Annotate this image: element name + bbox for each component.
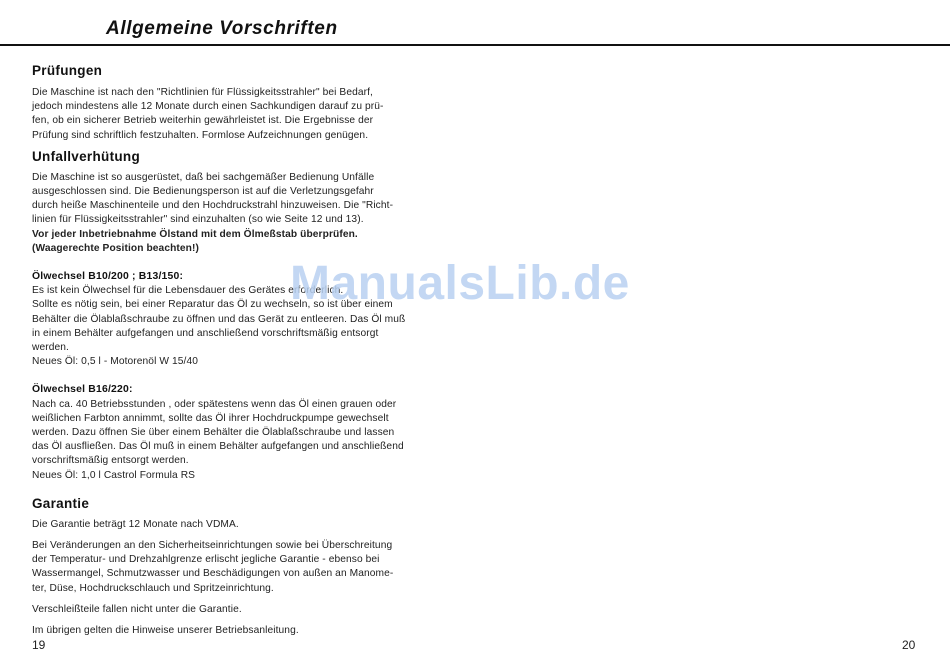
heading-pruefungen: Prüfungen bbox=[32, 63, 103, 78]
header-divider bbox=[0, 44, 950, 46]
heading-oelwechsel-b10-b13: Ölwechsel B10/200 ; B13/150: bbox=[32, 271, 184, 283]
oil-check-warning: Vor jeder Inbetriebnahme Ölstand mit dem Ölmeßstab überprüfen. (Waagerechte Position beachten!) bbox=[32, 228, 358, 254]
text-oelwechsel-b10-b13: Es ist kein Ölwechsel für die Lebensdauer des Gerätes erforderlich. Sollte es nötig sein, bei einer Reparatur das Öl zu wechseln, so ist über einem Behälter die Ölablaßschraube zu öffnen und das Gerät zu entleeren. Das Öl muß in einem Behälter aufgefangen und anschließend vorschriftsmäßig entsorgt werden. Neues Öl: 0,5 l - Motorenöl W 15/40 bbox=[32, 285, 406, 368]
text-oelwechsel-b16: Nach ca. 40 Betriebsstunden , oder spätestens wenn das Öl einen grauen oder weißlichen Farbton annimmt, sollte das Öl ihrer Hochdruckpumpe gewechselt werden. Dazu öffnen Sie über einem Behälter die Ölablaßschraube und lassen das Öl ausfließen. Das Öl muß in einem Behälter aufgefangen und anschließend vorschriftsmäßig entsorgt werden. Neues Öl: 1,0 l Castrol Formula RS bbox=[32, 398, 404, 481]
text-garantie-duration: Die Garantie beträgt 12 Monate nach VDMA. bbox=[32, 518, 239, 530]
text-garantie-notes: Im übrigen gelten die Hinweise unserer Betriebsanleitung. bbox=[32, 625, 299, 637]
heading-unfallverhuetung: Unfallverhütung bbox=[32, 148, 140, 164]
page-title: Allgemeine Vorschriften bbox=[106, 18, 338, 39]
page-number-left: 19 bbox=[32, 638, 46, 652]
heading-oelwechsel-b16: Ölwechsel B16/220: bbox=[32, 384, 133, 396]
page-number-right: 20 bbox=[902, 638, 916, 652]
heading-garantie: Garantie bbox=[32, 495, 90, 511]
page-content bbox=[32, 62, 452, 638]
watermark: ManualsLib.de bbox=[290, 257, 630, 310]
text-pruefungen: Die Maschine ist nach den "Richtlinien für Flüssigkeitsstrahler" bei Bedarf, jedoch mindestens alle 12 Monate durch einen Sachkundigen darauf zu prü- fen, ob ein sicherer Betrieb weiterhin gewährleistet ist. Die Ergebnisse der Prüfung sind schriftlich festzuhalten. Formlose Aufzeichnungen genügen. bbox=[32, 87, 384, 141]
text-unfallverhuetung: Die Maschine ist so ausgerüstet, daß bei sachgemäßer Bedienung Unfälle ausgeschlossen sind. Die Bedienungsperson ist auf die Verletzungsgefahr durch heiße Maschinenteile und den Hochdruckstrahl hinzuweisen. Die "Richt- linien für Flüssigkeitsstrahler" sind einzuhalten (so wie Seite 12 und 13). bbox=[32, 171, 394, 226]
text-garantie-wear-parts: Verschleißteile fallen nicht unter die Garantie. bbox=[32, 603, 242, 615]
text-garantie-conditions: Bei Veränderungen an den Sicherheitseinrichtungen sowie bei Überschreitung der Temperatur- und Drehzahlgrenze erlischt jegliche Garantie - ebenso bei Wassermangel, Schmutzwasser und Beschädigungen von außen an Manome- ter, Düse, Hochdruckschlauch und Spritzeinrichtung. bbox=[32, 540, 394, 594]
